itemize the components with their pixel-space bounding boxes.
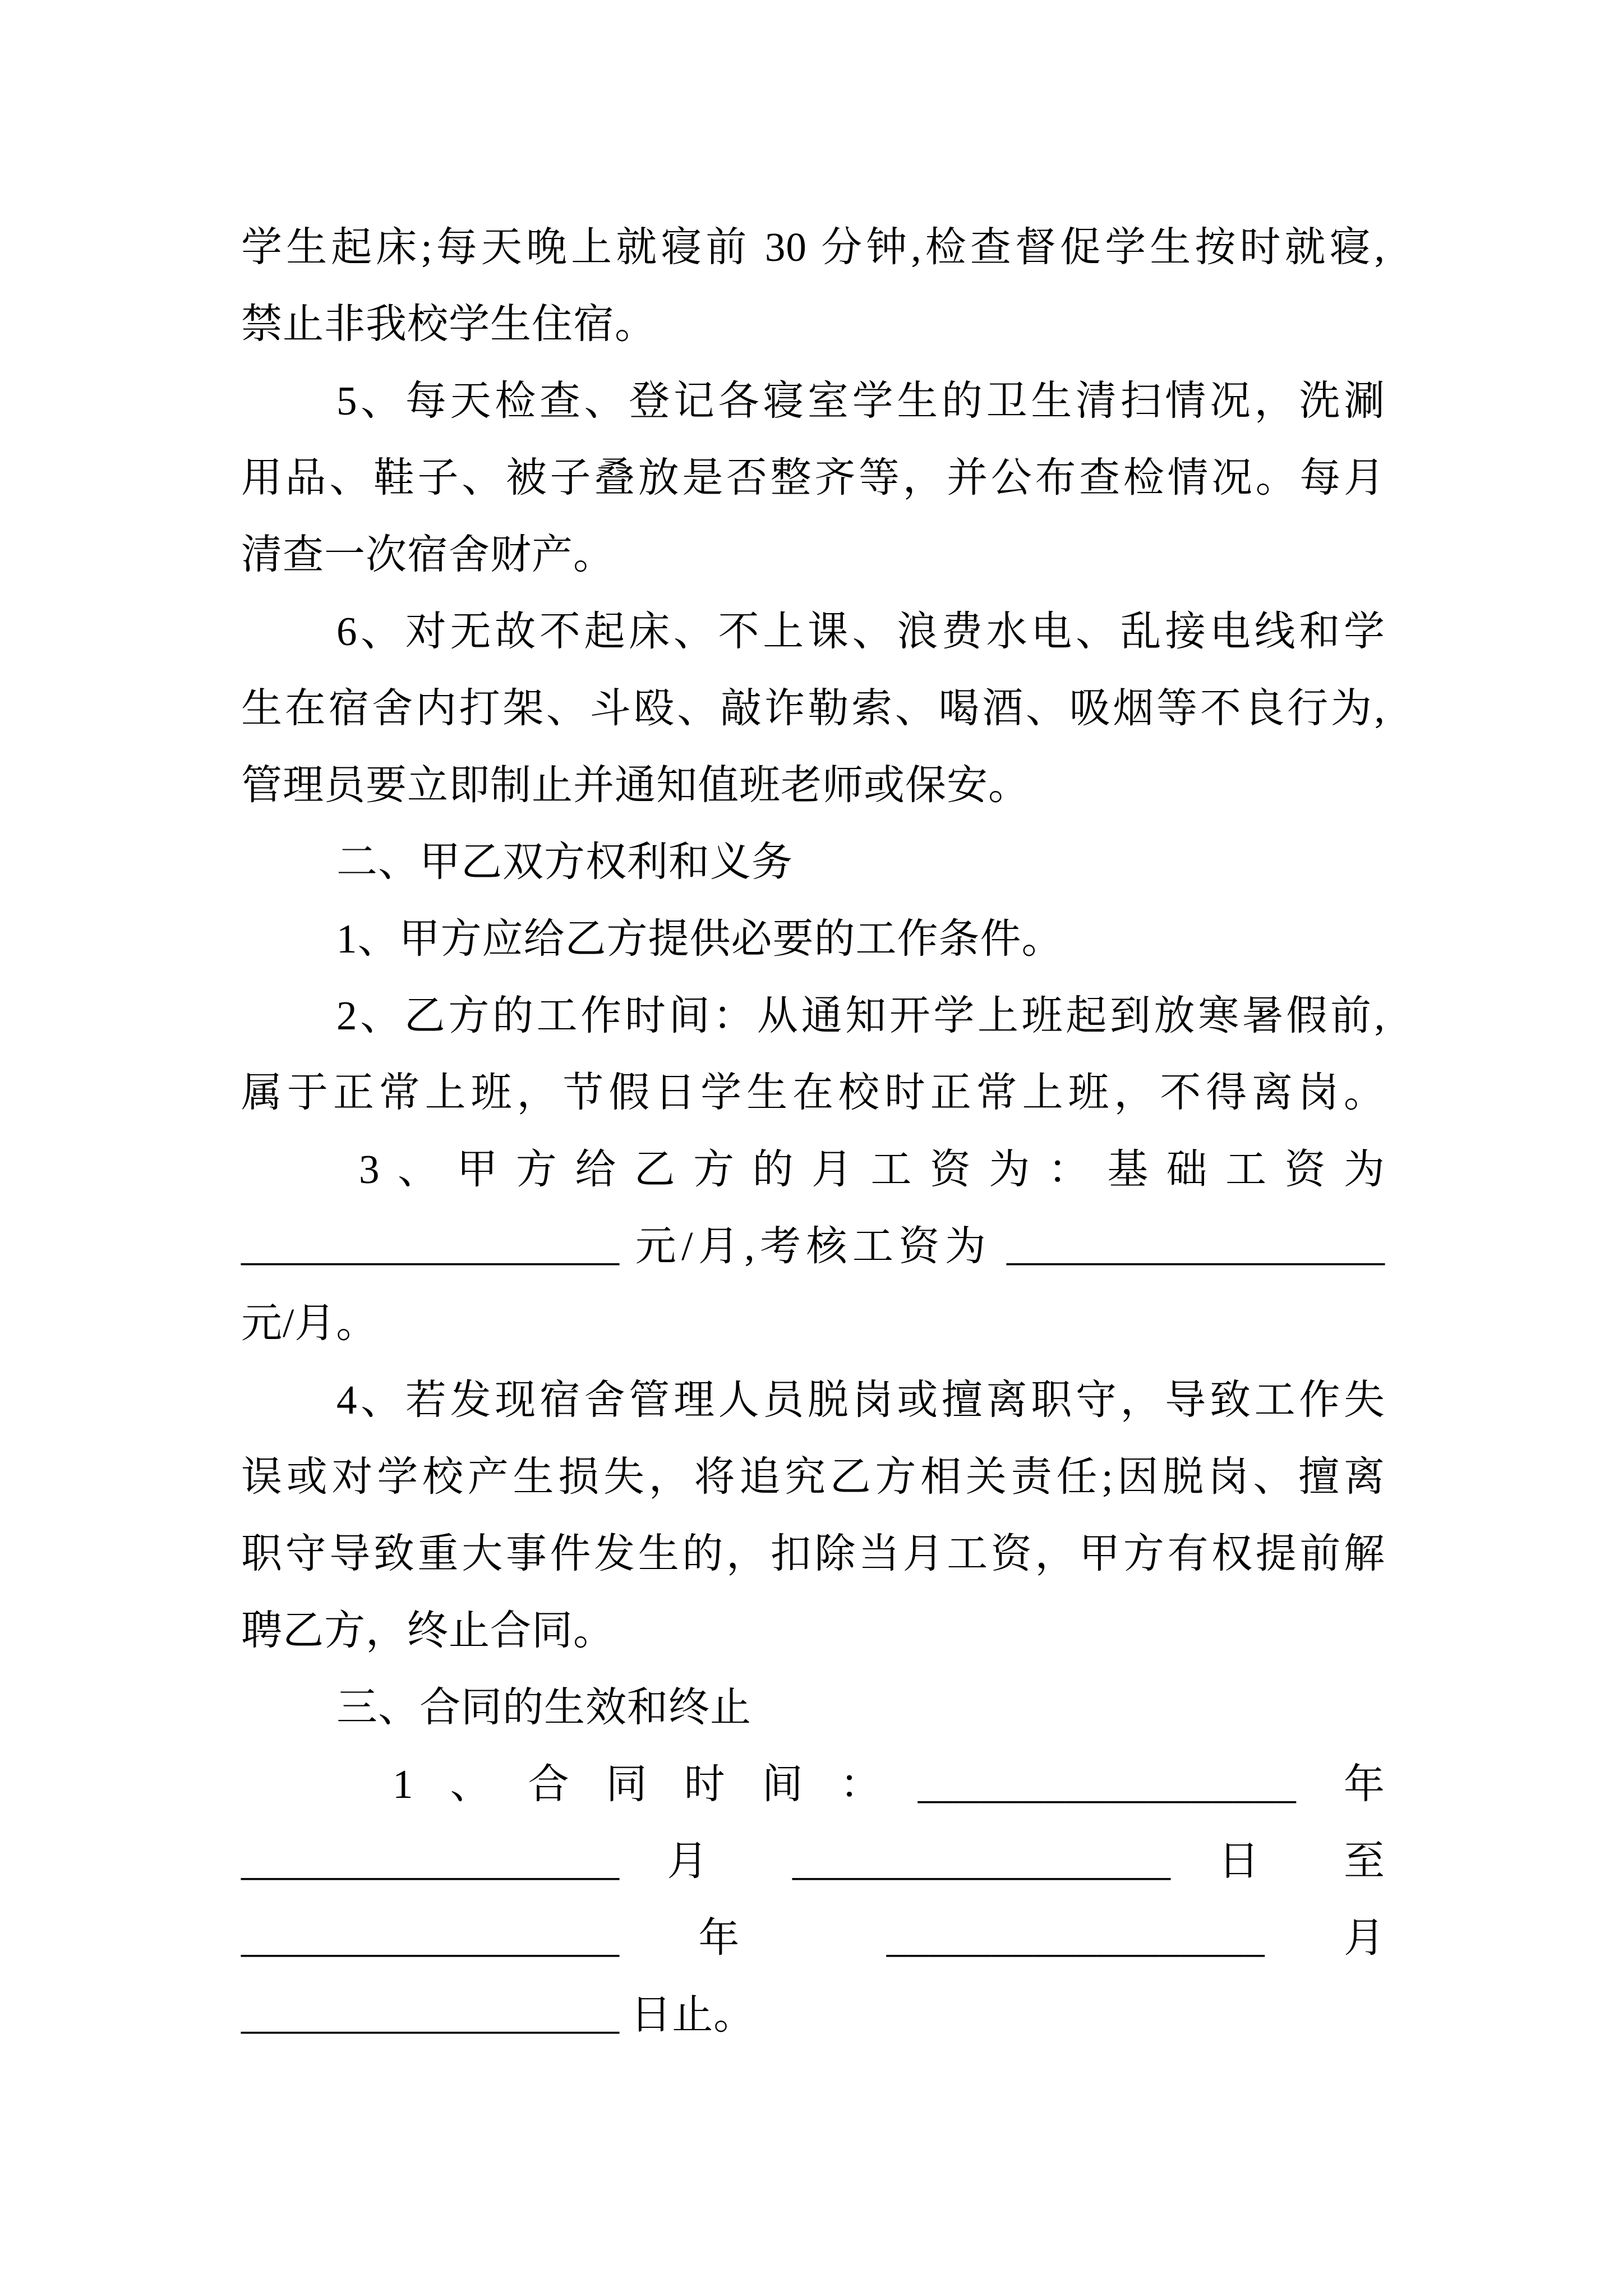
text-line: 2、乙方的工作时间：从通知开学上班起到放寒暑假前, — [336, 993, 1385, 1038]
text-line: 二、甲乙双方权利和义务 — [336, 839, 793, 885]
text-line: 学生起床;每天晚上就寝前 30 分钟,检查督促学生按时就寝, — [241, 224, 1385, 270]
text-line: 聘乙方，终止合同。 — [241, 1608, 615, 1653]
text-line: 三、合同的生效和终止 — [336, 1685, 751, 1730]
text-line: 职守导致重大事件发生的，扣除当月工资，甲方有权提前解 — [241, 1531, 1385, 1576]
text-line: 属于正常上班，节假日学生在校时正常上班，不得离岗。 — [241, 1070, 1385, 1115]
text-line: __________________ 日止。 — [241, 1992, 755, 2037]
text-line: 清查一次宿舍财产。 — [241, 532, 615, 577]
text-line: 1、合同时间：__________________ 年 — [393, 1761, 1385, 1807]
text-line: 生在宿舍内打架、斗殴、敲诈勒索、喝酒、吸烟等不良行为, — [241, 685, 1385, 731]
text-line: __________________ 月 __________________ 日 至 — [241, 1838, 1385, 1884]
text-line: 元/月。 — [241, 1300, 378, 1346]
text-line: 禁止非我校学生住宿。 — [241, 301, 656, 347]
text-line: 4、若发现宿舍管理人员脱岗或擅离职守，导致工作失 — [336, 1377, 1385, 1423]
document-body — [241, 209, 1385, 2053]
text-line: __________________ 元/月,考核工资为 __________________ — [241, 1223, 1385, 1269]
text-line: 3、甲方给乙方的月工资为：基础工资为 — [359, 1147, 1385, 1192]
text-line: 误或对学校产生损失，将追究乙方相关责任;因脱岗、擅离 — [241, 1454, 1385, 1499]
text-line: 1、甲方应给乙方提供必要的工作条件。 — [336, 916, 1063, 961]
text-line: 用品、鞋子、被子叠放是否整齐等，并公布查检情况。每月 — [241, 455, 1385, 500]
text-line: 管理员要立即制止并通知值班老师或保安。 — [241, 762, 1030, 808]
text-line: __________________ 年 __________________ 月 — [241, 1915, 1385, 1961]
text-line: 5、每天检查、登记各寝室学生的卫生清扫情况，洗涮 — [336, 378, 1385, 424]
text-line: 6、对无故不起床、不上课、浪费水电、乱接电线和学 — [336, 609, 1385, 654]
